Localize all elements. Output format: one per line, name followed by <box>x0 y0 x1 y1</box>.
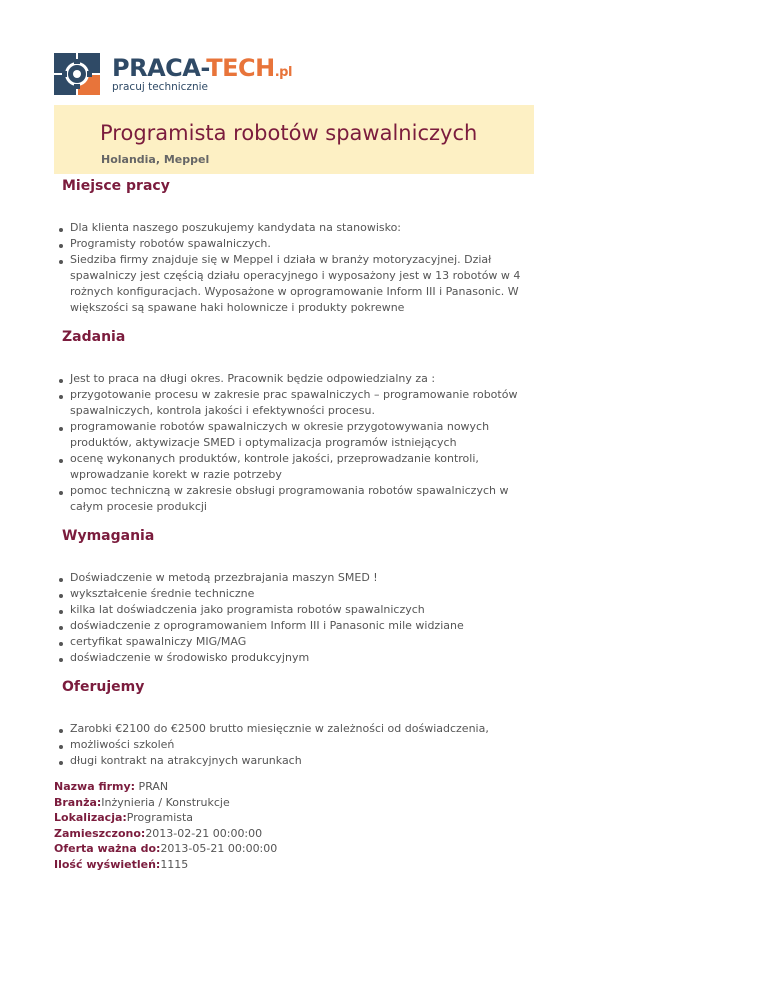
meta-value: PRAN <box>135 780 169 793</box>
list-item: kilka lat doświadczenia jako programista robotów spawalniczych <box>70 602 534 618</box>
list-item: pomoc techniczną w zakresie obsługi programowania robotów spawalniczych w całym procesie produkcji <box>70 483 534 515</box>
logo-word-main: PRACA- <box>112 54 207 82</box>
list-item: doświadczenie z oprogramowaniem Inform III i Panasonic mile widziane <box>70 618 534 634</box>
list-item: Jest to praca na długi okres. Pracownik będzie odpowiedzialny za : <box>70 371 534 387</box>
meta-views <box>54 857 277 873</box>
meta-value: Programista <box>126 811 194 824</box>
list-item: możliwości szkoleń <box>70 737 534 753</box>
bullet-list <box>54 349 534 515</box>
meta-value: Inżynieria / Konstrukcje <box>101 795 230 809</box>
section-tasks <box>54 325 534 515</box>
logo-word-accent: TECH <box>206 54 275 82</box>
gear-logo-icon <box>54 53 102 97</box>
list-item: ocenę wykonanych produktów, kontrole jakości, przeprowadzanie kontroli, wprowadzanie korekt w razie potrzeby <box>70 451 534 483</box>
section-offer <box>54 675 534 769</box>
meta-location <box>54 810 277 826</box>
list-item: certyfikat spawalniczy MIG/MAG <box>70 634 534 650</box>
meta-industry <box>54 795 277 811</box>
list-item: wykształcenie średnie techniczne <box>70 586 534 602</box>
section-heading: Wymagania <box>62 528 155 544</box>
meta-value: 2013-02-21 00:00:00 <box>145 826 263 840</box>
section-requirements <box>54 524 534 666</box>
meta-label: Nazwa firmy: <box>54 780 136 793</box>
list-item: przygotowanie procesu w zakresie prac spawalniczych – programowanie robotów spawalniczych, kontrola jakości i efektywności procesu. <box>70 387 534 419</box>
section-workplace <box>54 174 534 316</box>
meta-posted <box>54 826 277 842</box>
job-location: Holandia, Meppel <box>101 153 210 166</box>
section-heading: Zadania <box>62 329 126 345</box>
meta-label: Lokalizacja: <box>54 811 127 824</box>
list-item: Doświadczenie w metodą przezbrajania maszyn SMED ! <box>70 570 534 586</box>
list-item: programowanie robotów spawalniczych w okresie przygotowywania nowych produktów, aktywizacje SMED i optymalizacja programów istniejących <box>70 419 534 451</box>
list-item: długi kontrakt na atrakcyjnych warunkach <box>70 753 534 769</box>
job-meta <box>54 779 277 872</box>
site-logo[interactable] <box>54 52 292 98</box>
list-item: doświadczenie w środowisko produkcyjnym <box>70 650 534 666</box>
list-item: Zarobki €2100 do €2500 brutto miesięcznie w zależności od doświadczenia, <box>70 721 534 737</box>
section-heading: Oferujemy <box>62 679 145 695</box>
meta-label: Ilość wyświetleń: <box>54 857 161 871</box>
meta-value: 2013-05-21 00:00:00 <box>160 842 278 855</box>
list-item: Dla klienta naszego poszukujemy kandydata na stanowisko: <box>70 220 534 236</box>
bullet-list <box>54 198 534 316</box>
job-title: Programista robotów spawalniczych <box>100 121 478 145</box>
meta-value: 1115 <box>160 857 189 871</box>
bullet-list <box>54 548 534 666</box>
job-description <box>54 174 534 769</box>
meta-company <box>54 779 277 795</box>
meta-label: Zamieszczono: <box>54 826 146 840</box>
job-title-band <box>54 105 534 174</box>
list-item: Siedziba firmy znajduje się w Meppel i działa w branży motoryzacyjnej. Dział spawalniczy jest częścią działu operacyjnego i wyposażony jest w 13 robotów w 4 rożnych konfiguracjach. Wyposażone w oprogramowanie Inform III i Panasonic. W większości są spawane haki holownicze i produkty pokrewne <box>70 252 534 316</box>
section-heading: Miejsce pracy <box>62 178 170 194</box>
list-item: Programisty robotów spawalniczych. <box>70 236 534 252</box>
logo-word-suffix: .pl <box>274 65 292 80</box>
meta-label: Oferta ważna do: <box>54 842 161 855</box>
bullet-list <box>54 699 534 769</box>
meta-label: Branża: <box>54 795 102 809</box>
meta-valid-until <box>54 841 277 857</box>
logo-tagline: pracuj technicznie <box>112 81 208 93</box>
